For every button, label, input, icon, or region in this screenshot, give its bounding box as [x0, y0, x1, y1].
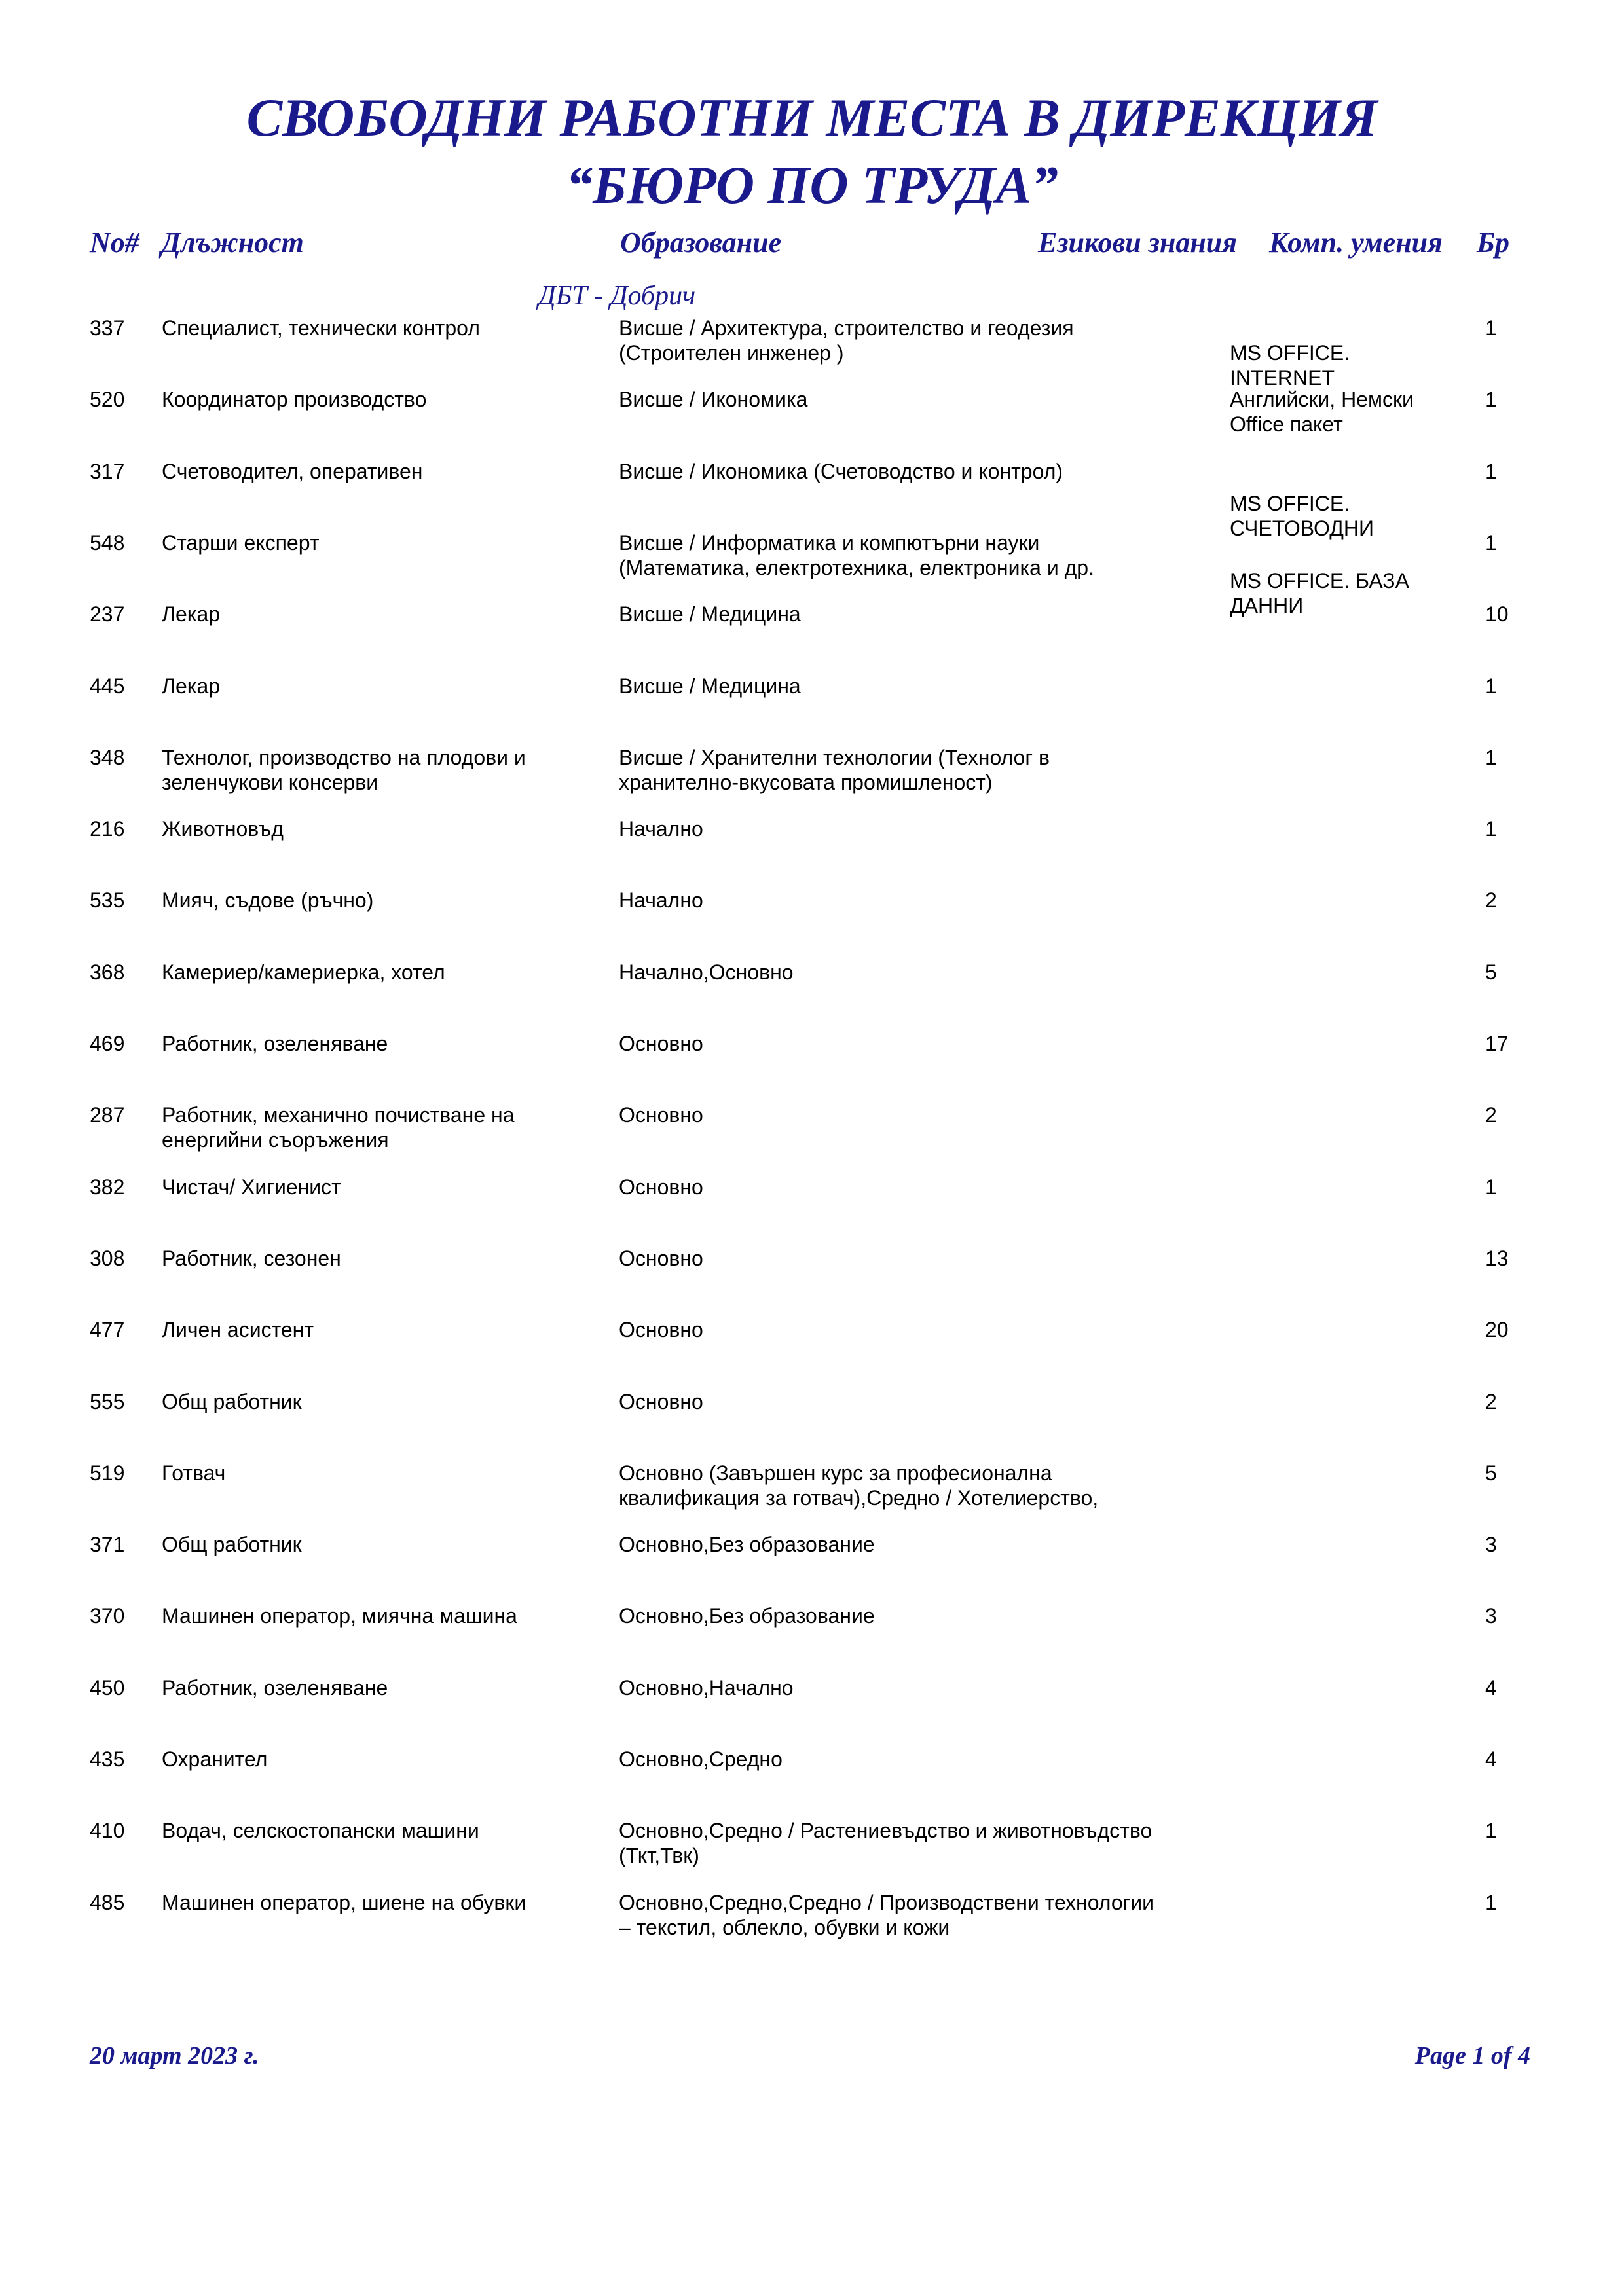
job-position: Лекар — [162, 674, 221, 698]
job-number: 445 — [90, 674, 125, 698]
job-count: 1 — [1485, 817, 1497, 841]
job-number: 308 — [90, 1247, 125, 1270]
job-position: Счетоводител, оперативен — [162, 460, 423, 483]
job-position: Работник, озеленяване — [162, 1032, 388, 1055]
job-count: 1 — [1485, 746, 1497, 769]
job-position: Общ работник — [162, 1390, 302, 1413]
job-education: Основно,Без образование — [619, 1604, 875, 1628]
table-row — [0, 1890, 1624, 1949]
job-number: 555 — [90, 1390, 125, 1413]
job-count: 13 — [1485, 1247, 1509, 1270]
job-position: Старши експерт — [162, 531, 320, 555]
job-position: Работник, озеленяване — [162, 1676, 388, 1700]
table-row — [0, 745, 1624, 804]
job-count: 5 — [1485, 1461, 1497, 1485]
job-position: Координатор производство — [162, 388, 427, 411]
job-number: 435 — [90, 1747, 125, 1771]
job-count: 1 — [1485, 316, 1497, 340]
job-number: 548 — [90, 531, 125, 555]
job-education: Висше / Информатика и компютърни науки (Математика, електротехника, електроника и др. — [619, 531, 1094, 579]
job-position: Машинен оператор, шиене на обувки — [162, 1891, 526, 1914]
job-number: 348 — [90, 746, 125, 769]
job-education: Основно,Средно,Средно / Производствени технологии – текстил, облекло, обувки и кожи — [619, 1891, 1154, 1939]
table-row — [0, 1175, 1624, 1233]
job-count: 3 — [1485, 1533, 1497, 1556]
job-number: 477 — [90, 1318, 125, 1341]
column-header-education: Образование — [620, 227, 782, 259]
job-education: Висше / Архитектура, строителство и геодезия (Строителен инженер ) — [619, 316, 1074, 365]
job-position: Специалист, технически контрол — [162, 316, 480, 340]
job-count: 2 — [1485, 888, 1497, 912]
job-education: Основно,Без образование — [619, 1533, 875, 1556]
column-header-number: No# — [90, 227, 139, 259]
job-position: Технолог, производство на плодови и зеленчукови консерви — [162, 746, 526, 794]
job-education: Основно — [619, 1247, 703, 1270]
job-position: Личен асистент — [162, 1318, 314, 1341]
job-position: Общ работник — [162, 1533, 302, 1556]
table-row — [0, 1461, 1624, 1520]
job-number: 535 — [90, 888, 125, 912]
computer-skills-note: MS OFFICE. СЧЕТОВОДНИ — [1230, 492, 1374, 540]
page-title: СВОБОДНИ РАБОТНИ МЕСТА В ДИРЕКЦИЯ — [246, 88, 1378, 147]
table-row — [0, 1818, 1624, 1877]
job-position: Камериер/камериерка, хотел — [162, 960, 445, 984]
job-computer-skills: Английски, Немски Office пакет — [1230, 388, 1414, 436]
job-number: 371 — [90, 1533, 125, 1556]
job-number: 337 — [90, 316, 125, 340]
job-education: Начално — [619, 888, 703, 912]
job-position: Работник, сезонен — [162, 1247, 341, 1270]
job-education: Основно — [619, 1032, 703, 1055]
job-education: Висше / Хранителни технологии (Технолог в хранително-вкусовата промишленост) — [619, 746, 1050, 794]
job-count: 5 — [1485, 960, 1497, 984]
table-row — [0, 674, 1624, 733]
job-count: 2 — [1485, 1390, 1497, 1413]
column-header-position: Длъжност — [161, 227, 304, 259]
job-position: Работник, механично почистване на енергийни съоръжения — [162, 1103, 515, 1152]
job-education: Висше / Медицина — [619, 674, 801, 698]
footer-page-number: Page 1 of 4 — [1414, 2042, 1530, 2069]
job-count: 20 — [1485, 1318, 1509, 1341]
job-education: Основно,Начално — [619, 1676, 794, 1700]
job-education: Основно (Завършен курс за професионална квалификация за готвач),Средно / Хотелиерство, — [619, 1461, 1099, 1510]
job-education: Основно — [619, 1103, 703, 1127]
job-position: Охранител — [162, 1747, 268, 1771]
job-number: 317 — [90, 460, 125, 483]
column-header-languages: Езикови знания — [1038, 227, 1237, 259]
job-position: Животновъд — [162, 817, 284, 841]
job-count: 1 — [1485, 531, 1497, 555]
job-education: Основно — [619, 1318, 703, 1341]
job-position: Машинен оператор, миячна машина — [162, 1604, 517, 1628]
job-number: 450 — [90, 1676, 125, 1700]
job-count: 2 — [1485, 1103, 1497, 1127]
job-count: 1 — [1485, 460, 1497, 483]
table-row — [0, 1102, 1624, 1161]
job-number: 382 — [90, 1175, 125, 1199]
job-education: Начално — [619, 817, 703, 841]
page-subtitle: “БЮРО ПО ТРУДА” — [566, 155, 1058, 215]
job-count: 17 — [1485, 1032, 1509, 1055]
table-row — [0, 888, 1624, 947]
table-row — [0, 816, 1624, 875]
table-row — [0, 1389, 1624, 1448]
job-number: 469 — [90, 1032, 125, 1055]
job-count: 1 — [1485, 1175, 1497, 1199]
job-number: 519 — [90, 1461, 125, 1485]
job-number: 370 — [90, 1604, 125, 1628]
table-row — [0, 1603, 1624, 1662]
job-education: Основно — [619, 1175, 703, 1199]
job-number: 485 — [90, 1891, 125, 1914]
job-count: 4 — [1485, 1676, 1497, 1700]
table-row — [0, 1747, 1624, 1806]
table-row — [0, 960, 1624, 1019]
job-number: 520 — [90, 388, 125, 411]
job-count: 1 — [1485, 674, 1497, 698]
job-position: Лекар — [162, 602, 221, 626]
job-count: 3 — [1485, 1604, 1497, 1628]
job-number: 237 — [90, 602, 125, 626]
column-header-computer-skills: Комп. умения — [1269, 227, 1443, 259]
job-education: Основно,Средно — [619, 1747, 783, 1771]
table-row — [0, 387, 1624, 446]
job-position: Готвач — [162, 1461, 226, 1485]
table-row — [0, 1031, 1624, 1090]
computer-skills-note: MS OFFICE. INTERNET — [1230, 341, 1350, 390]
table-row — [0, 1675, 1624, 1734]
office-name: ДБТ - Добрич — [538, 281, 696, 311]
job-education: Начално,Основно — [619, 960, 794, 984]
job-position: Водач, селскостопански машини — [162, 1819, 479, 1842]
footer-date: 20 март 2023 г. — [90, 2042, 259, 2069]
job-education: Висше / Икономика (Счетоводство и контрол) — [619, 460, 1063, 483]
job-education: Висше / Медицина — [619, 602, 801, 626]
job-position: Чистач/ Хигиенист — [162, 1175, 341, 1199]
job-count: 10 — [1485, 602, 1509, 626]
job-education: Основно,Средно / Растениевъдство и животновъдство (Ткт,Твк) — [619, 1819, 1153, 1867]
job-count: 1 — [1485, 388, 1497, 411]
table-row — [0, 1246, 1624, 1305]
table-row — [0, 1317, 1624, 1376]
job-number: 368 — [90, 960, 125, 984]
job-number: 287 — [90, 1103, 125, 1127]
job-position: Мияч, съдове (ръчно) — [162, 888, 374, 912]
job-count: 4 — [1485, 1747, 1497, 1771]
computer-skills-note: MS OFFICE. БАЗА ДАННИ — [1230, 569, 1409, 617]
job-count: 1 — [1485, 1819, 1497, 1842]
table-row — [0, 1532, 1624, 1591]
job-education: Основно — [619, 1390, 703, 1413]
column-header-count: Бр — [1477, 227, 1509, 259]
job-number: 410 — [90, 1819, 125, 1842]
job-number: 216 — [90, 817, 125, 841]
job-education: Висше / Икономика — [619, 388, 808, 411]
job-count: 1 — [1485, 1891, 1497, 1914]
